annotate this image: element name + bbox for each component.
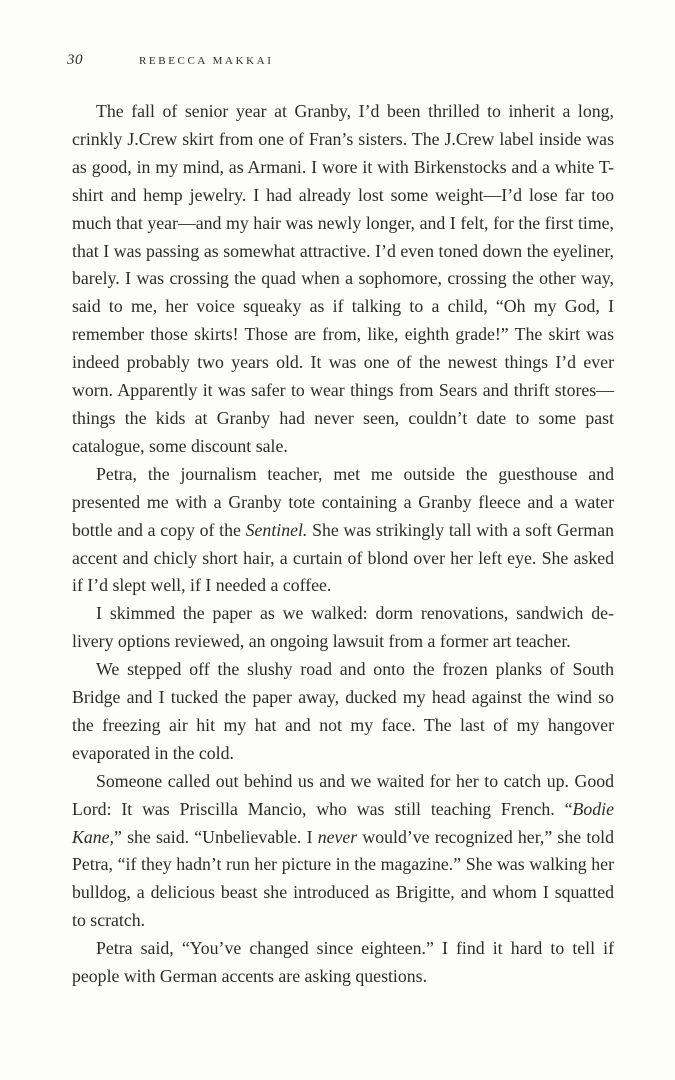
text-run: Petra said, “You’ve changed since eighteen.” I find it hard to tell if people with German accents are asking questions. xyxy=(72,938,614,987)
text-run: would’ve recognized her,” she told Petra, “if they hadn’t run her picture in the magazine.” She was walking her bulldog, a delicious beast she introduced as Brigitte, and whom I squatted to scratch. xyxy=(72,826,614,931)
paragraph-1 xyxy=(72,98,614,461)
running-head xyxy=(67,52,274,72)
text-run: We stepped off the slushy road and onto the frozen planks of South Bridge and I tucked the paper away, ducked my head against the wind so the freezing air hit my hat and not my face. The last of my hangover evaporated in the cold. xyxy=(72,659,614,763)
paragraph-4 xyxy=(72,656,614,768)
paragraph-5 xyxy=(72,768,614,935)
paragraph-6 xyxy=(72,935,614,991)
text-run: She was strikingly tall with a soft German accent and chicly short hair, a curtain of blond over her left eye. She asked if I’d slept well, if I needed a coffee. xyxy=(72,519,614,596)
italic-text: never xyxy=(317,826,358,847)
text-run: Petra, the journalism teacher, met me outside the guesthouse and presented me with a Granby tote containing a Granby fleece and a water bottle and a copy of the xyxy=(72,463,614,540)
italic-text: Sentinel. xyxy=(245,519,308,540)
page-number: 30 xyxy=(67,52,83,68)
paragraph-2 xyxy=(72,461,614,601)
text-run: Someone called out behind us and we waited for her to catch up. Good Lord: It was Priscilla Mancio, who was still teaching French. “ xyxy=(72,770,614,819)
text-run: I skimmed the paper as we walked: dorm renovations, sandwich delivery options reviewed, an ongoing lawsuit from a former art teacher. xyxy=(72,603,614,652)
body-text xyxy=(72,98,614,991)
paragraph-3 xyxy=(72,600,614,656)
italic-text: Bodie Kane, xyxy=(72,798,614,847)
text-run: The fall of senior year at Granby, I’d been thrilled to inherit a long, crinkly J.Crew skirt from one of Fran’s sisters. The J.Crew label inside was as good, in my mind, as Armani. I wore it with Birkenstocks and a white T-shirt and hemp jewelry. I had already lost some weight—I’d lose far too much that year—and my hair was newly longer, and I felt, for the first time, that I was passing as somewhat attractive. I’d even toned down the eyeliner, barely. I was crossing the quad when a sophomore, crossing the other way, said to me, her voice squeaky as if talking to a child, “Oh my God, I remember those skirts! Those are from, like, eighth grade!” The skirt was indeed probably two years old. It was one of the newest things I’d ever worn. Apparently it was safer to wear things from Sears and thrift stores—things the kids at Granby had never seen, couldn’t date to some past catalogue, some discount sale. xyxy=(72,101,614,456)
author-name: REBECCA MAKKAI xyxy=(139,55,274,67)
text-run: ” she said. “Unbelievable. I xyxy=(113,826,318,847)
